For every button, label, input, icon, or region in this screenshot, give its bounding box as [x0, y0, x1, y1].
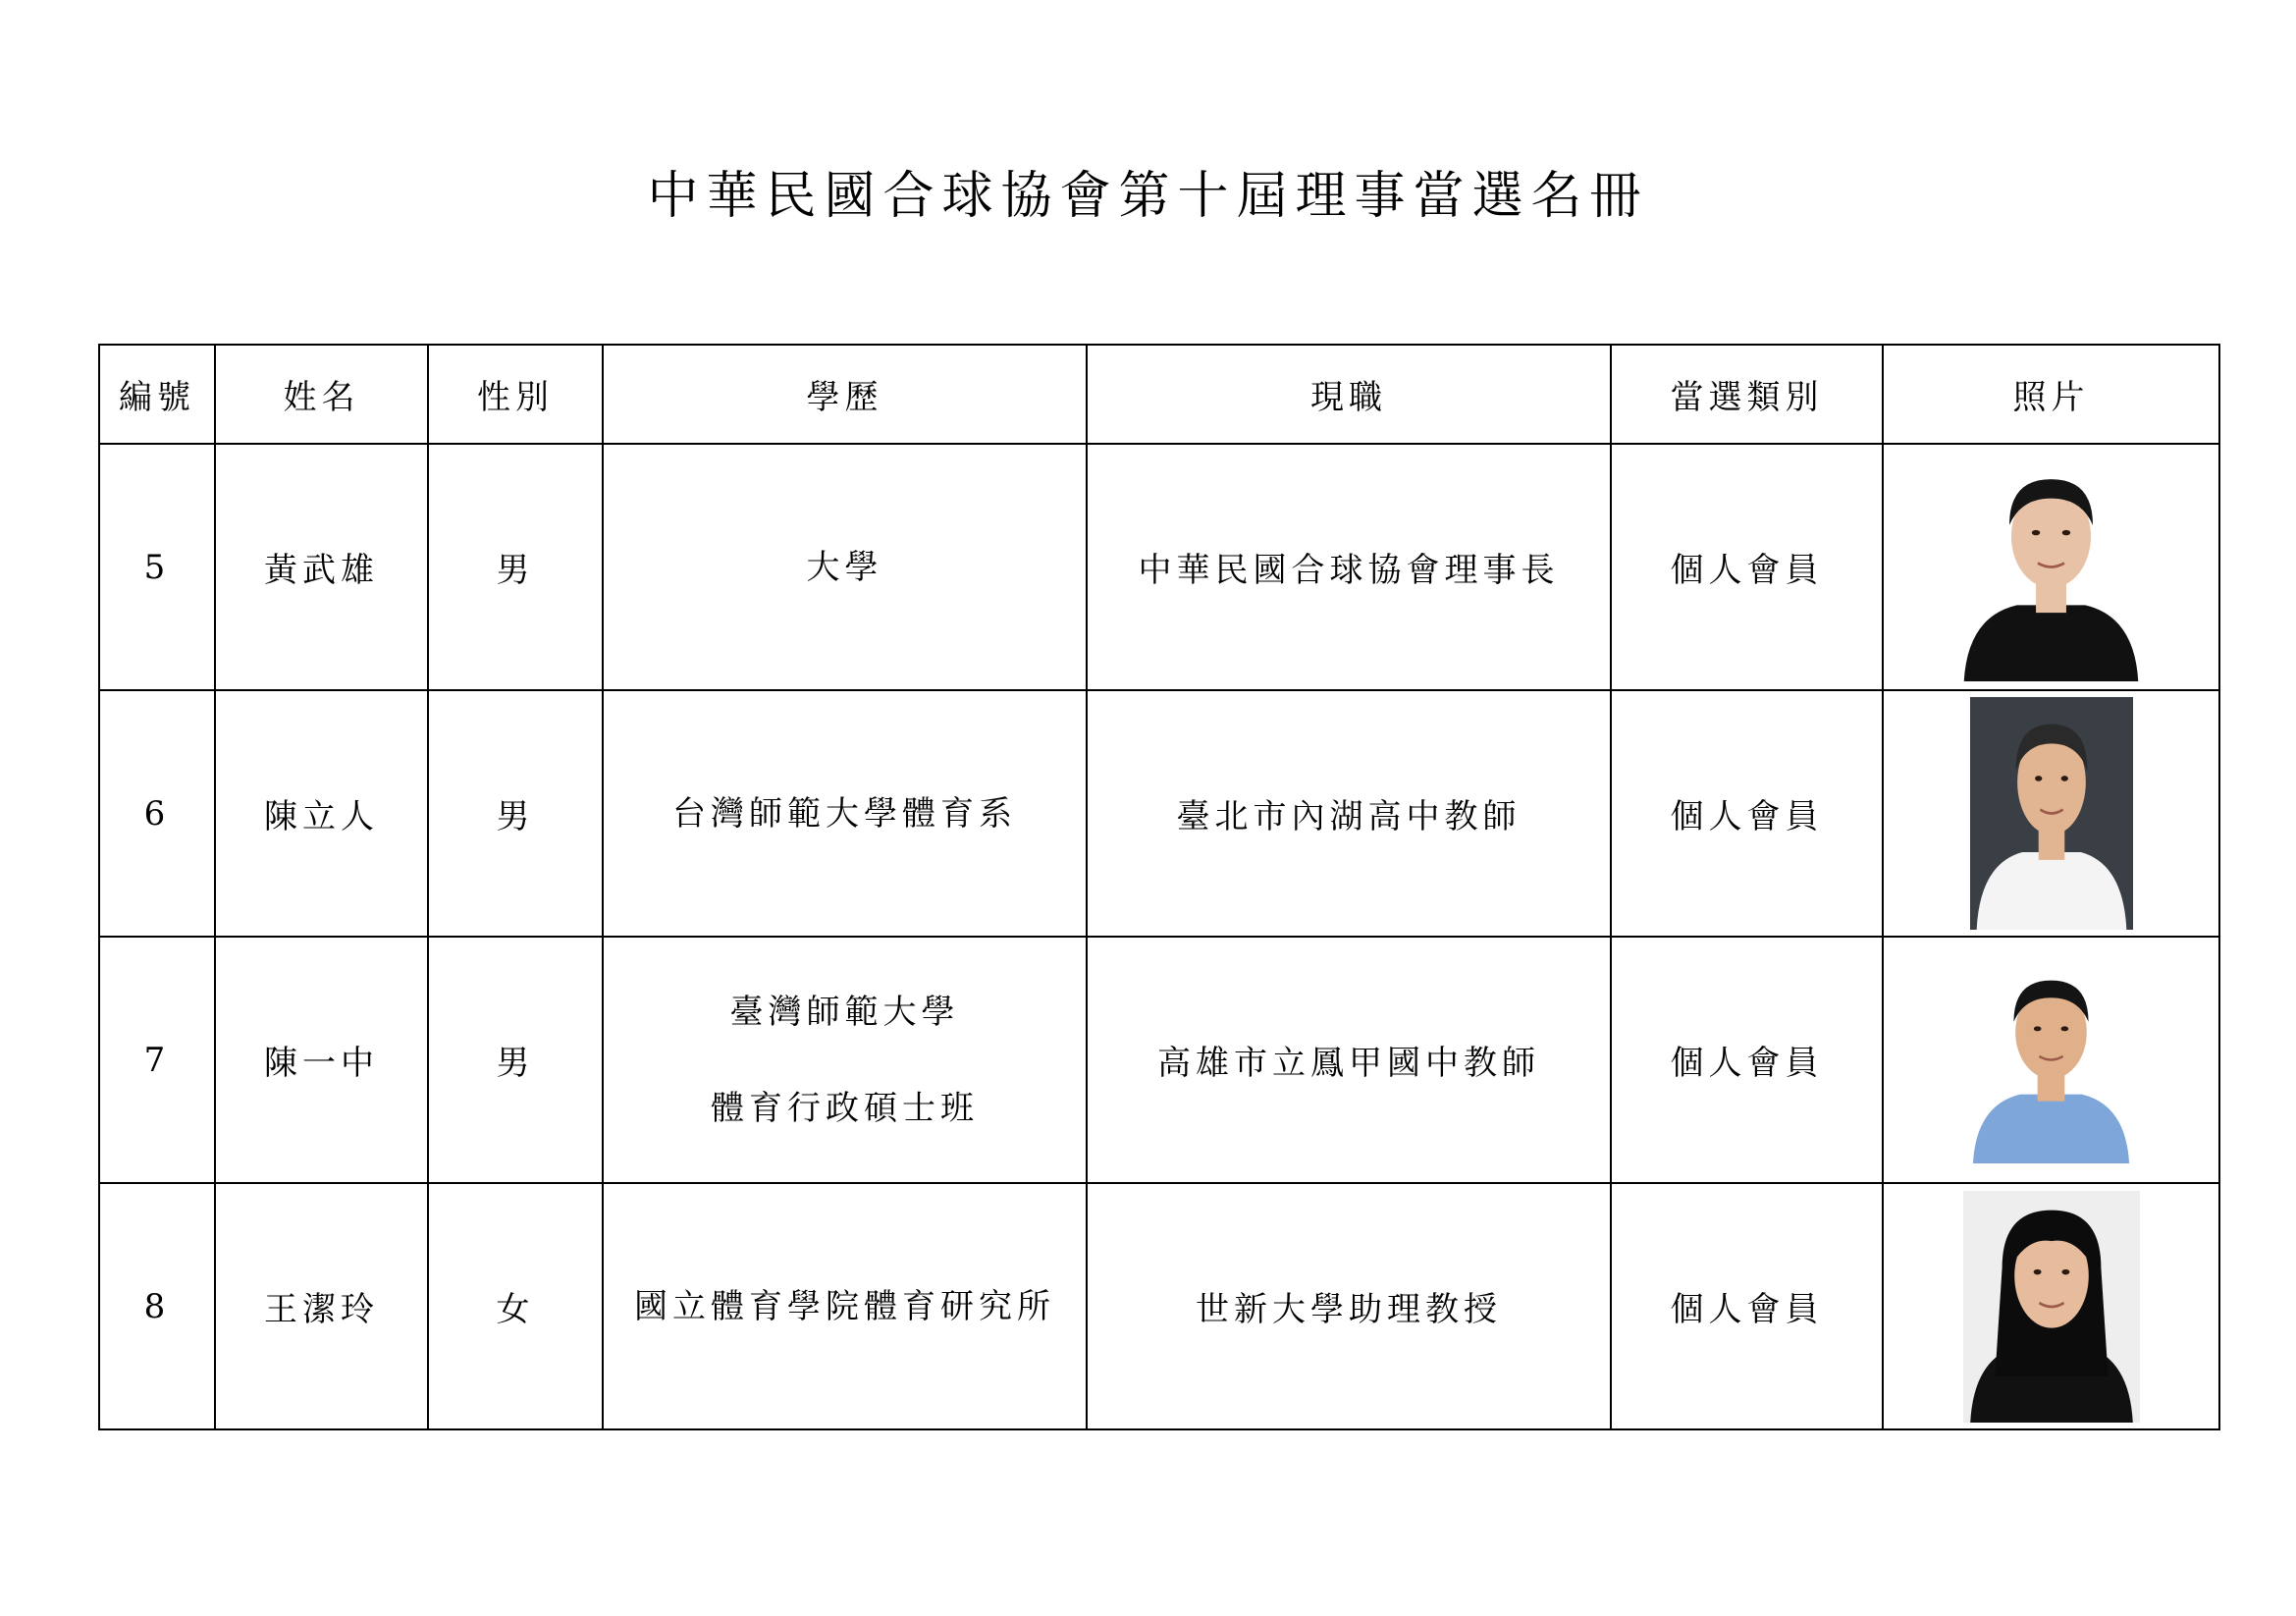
cell-position: 高雄市立鳳甲國中教師: [1087, 937, 1611, 1183]
portrait-eye: [2035, 776, 2042, 781]
cell-position: 中華民國合球協會理事長: [1087, 444, 1611, 690]
portrait-eye: [2061, 1026, 2069, 1031]
education-line: 體育行政碩士班: [711, 1088, 979, 1128]
table-row: [99, 937, 2219, 1183]
cell-name: 王潔玲: [215, 1183, 428, 1429]
cell-education: [603, 1183, 1087, 1429]
header-gender: 性別: [428, 345, 603, 444]
member-photo: [1966, 956, 2136, 1163]
portrait-image: [1970, 697, 2133, 930]
portrait-eye: [2061, 1268, 2069, 1274]
cell-gender: 男: [428, 690, 603, 937]
cell-number: 8: [99, 1183, 215, 1429]
header-number: 編號: [99, 345, 215, 444]
portrait-eye: [2060, 776, 2067, 781]
cell-education: [603, 690, 1087, 937]
portrait-image: [1963, 1191, 2140, 1423]
education-line: 臺灣師範大學: [729, 992, 960, 1032]
cell-photo: [1883, 1183, 2219, 1429]
cell-photo: [1883, 937, 2219, 1183]
table-row: [99, 690, 2219, 937]
cell-category: 個人會員: [1611, 444, 1883, 690]
portrait-eye: [2033, 1268, 2041, 1274]
cell-number: 7: [99, 937, 215, 1183]
education-line: 台灣師範大學體育系: [672, 793, 1017, 834]
cell-category: 個人會員: [1611, 937, 1883, 1183]
cell-number: 6: [99, 690, 215, 937]
portrait-image: [1966, 956, 2136, 1163]
cell-gender: 男: [428, 937, 603, 1183]
portrait-eye: [2032, 530, 2040, 535]
cell-education: [603, 444, 1087, 690]
header-photo: 照片: [1883, 345, 2219, 444]
cell-education: [603, 937, 1087, 1183]
cell-photo: [1883, 690, 2219, 937]
header-row: [99, 345, 2219, 444]
cell-position: 臺北市內湖高中教師: [1087, 690, 1611, 937]
cell-number: 5: [99, 444, 215, 690]
education-line: 國立體育學院體育研究所: [634, 1286, 1055, 1326]
header-education: 學歷: [603, 345, 1087, 444]
board-roster-table: [98, 344, 2220, 1430]
cell-category: 個人會員: [1611, 690, 1883, 937]
table-row: [99, 444, 2219, 690]
cell-name: 陳一中: [215, 937, 428, 1183]
cell-gender: 女: [428, 1183, 603, 1429]
header-position: 現職: [1087, 345, 1611, 444]
cell-photo: [1883, 444, 2219, 690]
cell-gender: 男: [428, 444, 603, 690]
member-photo: [1956, 453, 2146, 681]
cell-category: 個人會員: [1611, 1183, 1883, 1429]
portrait-eye: [2034, 1026, 2042, 1031]
header-name: 姓名: [215, 345, 428, 444]
header-category: 當選類別: [1611, 345, 1883, 444]
cell-name: 陳立人: [215, 690, 428, 937]
education-line: 大學: [806, 547, 883, 587]
portrait-eye: [2062, 530, 2070, 535]
cell-position: 世新大學助理教授: [1087, 1183, 1611, 1429]
portrait-image: [1956, 453, 2146, 681]
cell-name: 黃武雄: [215, 444, 428, 690]
table-row: [99, 1183, 2219, 1429]
member-photo: [1963, 1191, 2140, 1423]
member-photo: [1970, 697, 2133, 930]
document-title: 中華民國合球協會第十屆理事當選名冊: [647, 167, 1649, 226]
